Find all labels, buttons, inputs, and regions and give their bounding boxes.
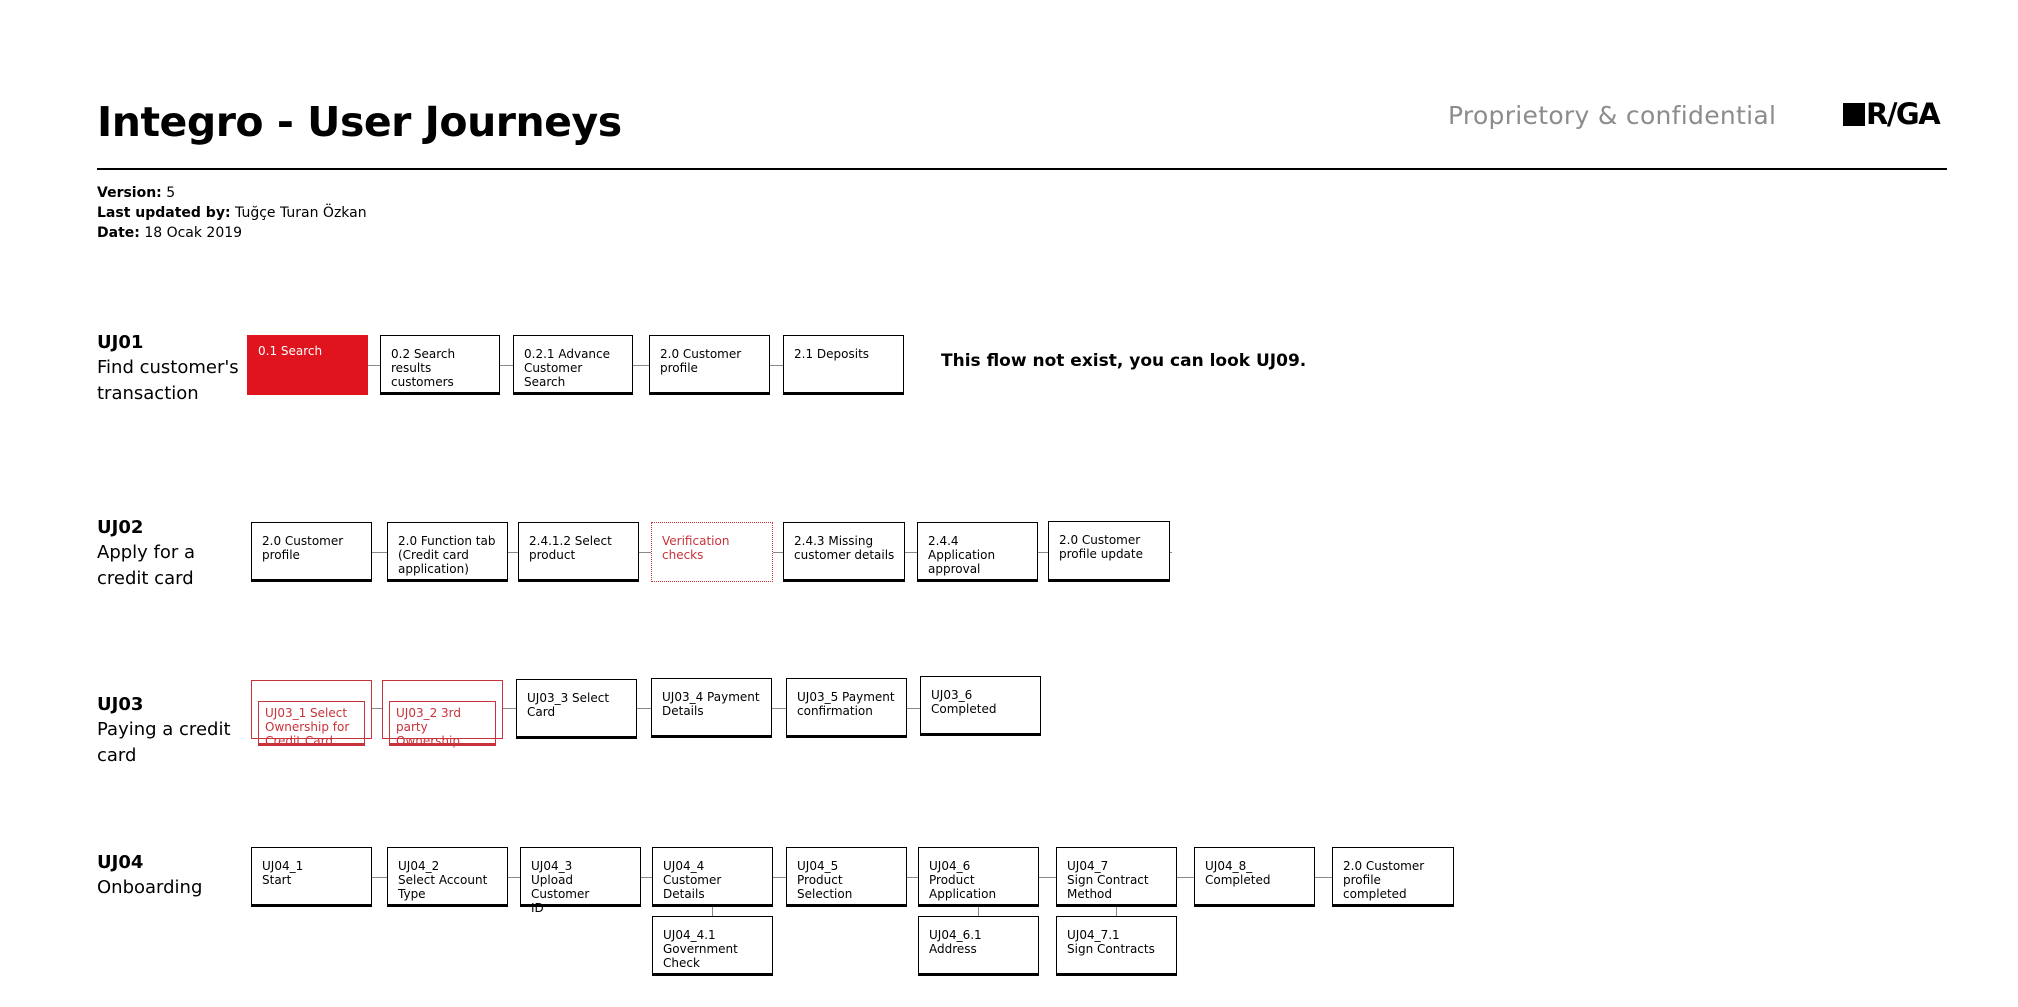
- date-line: [97, 225, 242, 241]
- uj03-id: UJ03: [97, 694, 144, 715]
- uj02-step-3[interactable]: 2.4.1.2 Select product: [518, 522, 639, 582]
- uj03-name-line2: card: [97, 745, 137, 766]
- uj02-step-4[interactable]: Verification checks: [651, 522, 773, 582]
- updated-label: Last updated by:: [97, 205, 231, 221]
- logo-square-icon: [1843, 103, 1865, 126]
- uj02-step-6[interactable]: 2.4.4 Application approval: [917, 522, 1038, 582]
- uj01-note: This flow not exist, you can look UJ09.: [941, 351, 1307, 371]
- uj03-step-6[interactable]: UJ03_6 Completed: [920, 676, 1041, 736]
- uj04-step-2[interactable]: UJ04_2 Select Account Type: [387, 847, 508, 907]
- uj04-step-1[interactable]: UJ04_1 Start: [251, 847, 372, 907]
- version-value: 5: [166, 185, 176, 201]
- uj04-id: UJ04: [97, 852, 144, 873]
- uj03-step-1[interactable]: [251, 680, 372, 748]
- uj01-id: UJ01: [97, 332, 144, 353]
- confidential-label: Proprietory & confidential: [1448, 101, 1777, 130]
- uj03-step-2-label: UJ03_2 3rd party Ownership: [389, 701, 496, 746]
- updated-value: Tuğçe Turan Özkan: [235, 205, 367, 221]
- uj01-name-line1: Find customer's: [97, 357, 239, 378]
- uj04-substep-4-1[interactable]: UJ04_4.1 Government Check: [652, 916, 773, 976]
- uj02-step-7[interactable]: 2.0 Customer profile update: [1048, 521, 1170, 582]
- uj03-step-4[interactable]: UJ03_4 Payment Details: [651, 678, 772, 738]
- uj02-step-1[interactable]: 2.0 Customer profile: [251, 522, 372, 582]
- rga-logo: [1843, 97, 1940, 131]
- uj01-step-5[interactable]: 2.1 Deposits: [783, 335, 904, 395]
- version-line: [97, 185, 175, 201]
- uj02-step-5[interactable]: 2.4.3 Missing customer details: [783, 522, 905, 582]
- uj04-name-line1: Onboarding: [97, 877, 203, 898]
- uj01-step-3[interactable]: 0.2.1 Advance Customer Search: [513, 335, 633, 395]
- uj04-substep-7-1[interactable]: UJ04_7.1 Sign Contracts: [1056, 916, 1177, 976]
- version-label: Version:: [97, 185, 162, 201]
- uj04-substep-6-1[interactable]: UJ04_6.1 Address: [918, 916, 1039, 976]
- uj02-id: UJ02: [97, 517, 144, 538]
- page-title: Integro - User Journeys: [97, 98, 622, 146]
- uj02-name-line1: Apply for a: [97, 542, 196, 563]
- logo-text: R/GA: [1866, 97, 1940, 131]
- uj03-name-line1: Paying a credit: [97, 719, 231, 740]
- uj03-step-2[interactable]: [382, 680, 503, 748]
- uj04-step-8[interactable]: UJ04_8_ Completed: [1194, 847, 1315, 907]
- uj02-name-line2: credit card: [97, 568, 194, 589]
- date-label: Date:: [97, 225, 140, 241]
- uj04-step-3[interactable]: UJ04_3 Upload Customer ID: [520, 847, 641, 907]
- uj04-step-7[interactable]: UJ04_7 Sign Contract Method: [1056, 847, 1177, 907]
- uj01-name-line2: transaction: [97, 383, 199, 404]
- uj02-step-2[interactable]: 2.0 Function tab (Credit card application): [387, 522, 508, 582]
- uj01-step-2[interactable]: 0.2 Search results customers: [380, 335, 500, 395]
- uj04-step-5[interactable]: UJ04_5 Product Selection: [786, 847, 907, 907]
- uj03-step-5[interactable]: UJ03_5 Payment confirmation: [786, 678, 907, 738]
- uj01-step-4[interactable]: 2.0 Customer profile: [649, 335, 770, 395]
- date-value: 18 Ocak 2019: [144, 225, 243, 241]
- uj04-step-6[interactable]: UJ04_6 Product Application: [918, 847, 1039, 907]
- uj03-step-1-label: UJ03_1 Select Ownership for Credit Card: [258, 701, 365, 746]
- header-divider: [97, 168, 1947, 170]
- uj04-step-4[interactable]: UJ04_4 Customer Details: [652, 847, 773, 907]
- updated-line: [97, 205, 367, 221]
- uj03-step-3[interactable]: UJ03_3 Select Card: [516, 679, 637, 739]
- uj04-step-9[interactable]: 2.0 Customer profile completed: [1332, 847, 1454, 907]
- uj01-step-1[interactable]: 0.1 Search: [247, 335, 368, 395]
